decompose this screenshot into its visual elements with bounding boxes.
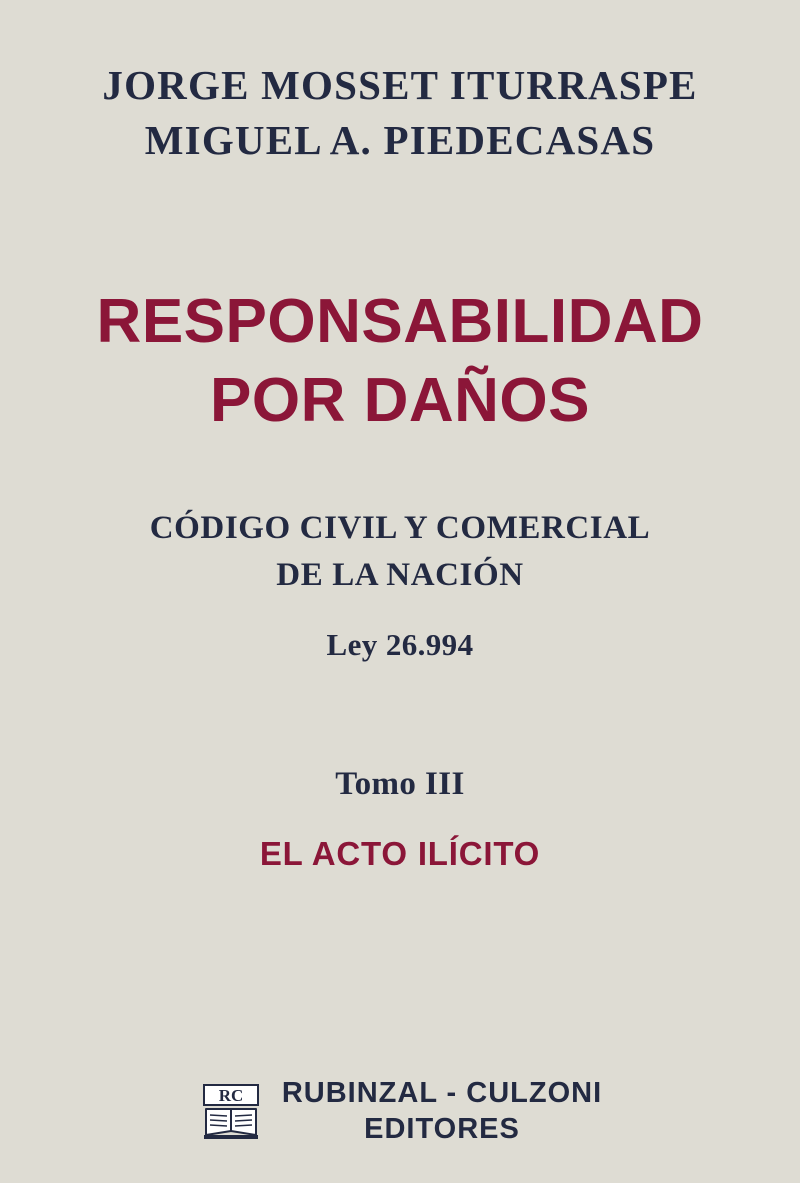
publisher-block (0, 1076, 800, 1147)
book-title-line-2: POR DAÑOS (210, 365, 590, 435)
svg-text:RC: RC (218, 1085, 244, 1105)
book-title-line-1: RESPONSABILIDAD (96, 287, 704, 356)
book-subtitle-line-1: CÓDIGO CIVIL Y COMERCIAL (149, 510, 651, 546)
book-subtitle (0, 505, 800, 599)
publisher-text (282, 1076, 602, 1147)
book-title (0, 283, 800, 440)
author-name-2: MIGUEL A. PIEDECASAS (144, 116, 656, 163)
book-subtitle-line-2: DE LA NACIÓN (276, 556, 524, 593)
author-name-1: JORGE MOSSET ITURRASPE (102, 62, 698, 108)
law-reference: Ley 26.994 (326, 627, 474, 662)
publisher-sub: EDITORES (364, 1112, 520, 1145)
authors-block (0, 58, 800, 167)
rubinzal-culzoni-logo-icon (198, 1079, 264, 1145)
volume-label: Tomo III (335, 766, 465, 802)
publisher-name: RUBINZAL - CULZONI (281, 1077, 603, 1110)
volume-subtitle: EL ACTO ILÍCITO (259, 835, 541, 872)
